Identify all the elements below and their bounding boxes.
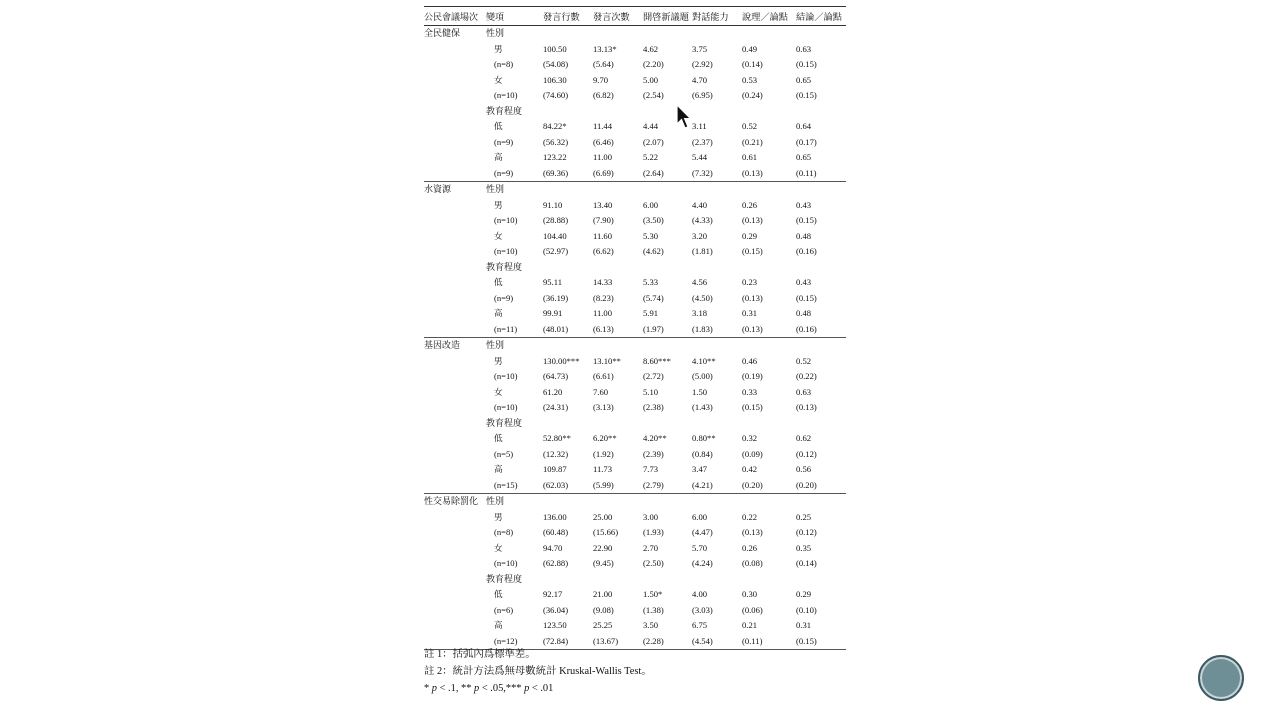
- table-cell: (5.64): [593, 59, 614, 69]
- table-cell: (72.84): [543, 635, 569, 646]
- table-row: [424, 541, 846, 557]
- table-row: [424, 322, 846, 338]
- table-cell: (0.20): [742, 479, 763, 490]
- table-cell: (0.15): [796, 635, 817, 646]
- table-cell: 0.61: [742, 152, 758, 162]
- table-cell: (0.13): [742, 215, 763, 225]
- row-label: 低: [494, 277, 503, 287]
- header-reasoning: 說理／論點: [742, 12, 788, 22]
- table-cell: (0.14): [796, 558, 817, 568]
- variable-name: 教育程度: [486, 573, 523, 584]
- row-label: 高: [494, 464, 503, 474]
- table-row: [424, 119, 846, 135]
- table-cell: 61.20: [543, 386, 563, 397]
- table-cell: 106.30: [543, 74, 567, 85]
- table-cell: (0.11): [742, 635, 763, 646]
- table-cell: (0.13): [742, 167, 763, 178]
- table-section: [424, 26, 846, 182]
- table-body: [424, 26, 846, 650]
- table-cell: 5.22: [643, 152, 659, 162]
- note-3: * p < .1, ** p < .05,*** p < .01: [424, 683, 554, 694]
- table-cell: 22.90: [593, 542, 613, 553]
- row-label: 高: [494, 152, 503, 162]
- table-cell: (0.13): [742, 292, 763, 303]
- table-cell: 0.62: [796, 433, 812, 443]
- table-cell: (1.83): [692, 323, 713, 334]
- table-cell: (2.07): [643, 136, 664, 147]
- table-row: [424, 603, 846, 619]
- table-row: [424, 88, 846, 104]
- table-cell: 123.22: [543, 152, 567, 162]
- table-cell: 0.65: [796, 152, 812, 162]
- variable-name: 性別: [486, 496, 505, 506]
- header-variable: 變項: [486, 12, 505, 22]
- table-cell: 0.23: [742, 277, 758, 287]
- table-cell: 91.10: [543, 199, 563, 210]
- table-cell: 11.00: [593, 152, 613, 162]
- table-cell: (0.15): [796, 59, 817, 69]
- table-cell: 3.00: [643, 511, 659, 522]
- header-dialogue: 對話能力: [692, 12, 729, 22]
- table-cell: (0.06): [742, 604, 763, 615]
- table-cell: (1.38): [643, 604, 664, 615]
- table-cell: 0.22: [742, 511, 758, 522]
- table-cell: 3.75: [692, 43, 708, 54]
- group-header-row: [424, 572, 846, 588]
- table-cell: (12.32): [543, 448, 569, 459]
- table-cell: 5.91: [643, 308, 659, 318]
- header-count: 發言次數: [593, 12, 630, 22]
- table-cell: (3.13): [593, 402, 614, 412]
- table-cell: 130.00***: [543, 355, 580, 366]
- table-cell: 3.50: [643, 620, 659, 630]
- floating-action-button[interactable]: [1198, 655, 1244, 701]
- table-cell: 0.64: [796, 121, 812, 131]
- mouse-pointer-icon: [676, 104, 692, 130]
- table-cell: (5.74): [643, 292, 664, 303]
- row-label: 女: [494, 74, 503, 85]
- table-cell: 0.80**: [692, 433, 716, 443]
- table-row: [424, 198, 846, 214]
- table-cell: (2.54): [643, 90, 664, 100]
- table-cell: 5.00: [643, 74, 659, 85]
- row-label: 低: [494, 589, 503, 599]
- table-row: [424, 431, 846, 447]
- table-cell: 0.46: [742, 355, 758, 366]
- row-label: 女: [494, 542, 503, 553]
- row-label: 男: [494, 511, 503, 522]
- table-row: [424, 306, 846, 322]
- table-cell: (0.21): [742, 136, 763, 147]
- table-cell: (0.15): [796, 292, 817, 303]
- table-cell: 109.87: [543, 464, 567, 474]
- table-cell: (1.93): [643, 527, 664, 537]
- table-cell: 7.73: [643, 464, 659, 474]
- table-cell: (15.66): [593, 527, 619, 537]
- table-cell: (5.00): [692, 371, 713, 381]
- table-cell: (6.46): [593, 136, 614, 147]
- table-cell: (7.90): [593, 215, 614, 225]
- table-cell: 0.63: [796, 43, 812, 54]
- table-cell: (0.13): [796, 402, 817, 412]
- table-cell: (4.33): [692, 215, 713, 225]
- row-label: 低: [494, 121, 503, 131]
- table-cell: (2.79): [643, 479, 664, 490]
- table-cell: (7.32): [692, 167, 713, 178]
- table-header-row: [424, 7, 846, 26]
- row-label: (n=15): [494, 479, 518, 490]
- variable-name: 性別: [486, 184, 505, 194]
- table-section: [424, 338, 846, 494]
- table-cell: 9.70: [593, 74, 609, 85]
- table-cell: (0.14): [742, 59, 763, 69]
- table-row: [424, 385, 846, 401]
- table-cell: (3.03): [692, 604, 713, 615]
- table-row: [424, 229, 846, 245]
- header-new-topic: 開啓新議題: [643, 12, 689, 22]
- group-header-row: [424, 338, 846, 354]
- table-cell: (1.81): [692, 246, 713, 256]
- table-cell: (52.97): [543, 246, 569, 256]
- row-label: (n=8): [494, 59, 514, 69]
- row-label: 女: [494, 230, 503, 241]
- table-cell: 4.10**: [692, 355, 716, 366]
- row-label: 女: [494, 386, 503, 397]
- table-row: [424, 57, 846, 73]
- table-cell: (54.08): [543, 59, 569, 69]
- row-label: (n=10): [494, 371, 518, 381]
- variable-name: 教育程度: [486, 417, 523, 428]
- table-row: [424, 135, 846, 151]
- table-cell: 5.44: [692, 152, 708, 162]
- table-cell: (4.47): [692, 527, 713, 537]
- table-cell: (2.39): [643, 448, 664, 459]
- table-cell: 5.70: [692, 542, 708, 553]
- row-label: 男: [494, 355, 503, 366]
- statistics-table: [424, 6, 846, 650]
- table-cell: (24.31): [543, 402, 569, 412]
- table-cell: (1.43): [692, 402, 713, 412]
- table-cell: 1.50*: [643, 589, 663, 599]
- session-name: 性交易除罰化: [424, 496, 479, 506]
- table-cell: (0.13): [742, 323, 763, 334]
- table-cell: (0.15): [742, 246, 763, 256]
- table-cell: 4.56: [692, 277, 708, 287]
- table-cell: (6.62): [593, 246, 614, 256]
- table-cell: 0.42: [742, 464, 758, 474]
- table-cell: (0.08): [742, 558, 763, 568]
- table-cell: (60.48): [543, 527, 569, 537]
- table-cell: (0.11): [796, 167, 817, 178]
- table-cell: 0.30: [742, 589, 758, 599]
- table-cell: (0.12): [796, 527, 817, 537]
- table-cell: (4.50): [692, 292, 713, 303]
- table-cell: 0.26: [742, 542, 758, 553]
- table-cell: 4.44: [643, 121, 659, 131]
- table-cell: (2.28): [643, 635, 664, 646]
- row-label: (n=10): [494, 402, 518, 412]
- table-cell: (2.72): [643, 371, 664, 381]
- table-cell: 5.33: [643, 277, 659, 287]
- table-cell: (0.24): [742, 90, 763, 100]
- table-cell: (1.97): [643, 323, 664, 334]
- session-name: 全民健保: [424, 28, 461, 38]
- table-cell: 0.48: [796, 230, 812, 241]
- table-cell: 0.29: [796, 589, 812, 599]
- row-label: (n=12): [494, 635, 518, 646]
- table-cell: (4.62): [643, 246, 664, 256]
- table-cell: 13.40: [593, 199, 613, 210]
- row-label: 高: [494, 308, 503, 318]
- table-cell: (0.20): [796, 479, 817, 490]
- table-cell: 0.32: [742, 433, 758, 443]
- table-row: [424, 354, 846, 370]
- row-label: (n=5): [494, 448, 514, 459]
- table-cell: (0.15): [796, 90, 817, 100]
- table-cell: (0.15): [742, 402, 763, 412]
- table-cell: (6.95): [692, 90, 713, 100]
- table-cell: 11.60: [593, 230, 613, 241]
- table-cell: (0.84): [692, 448, 713, 459]
- table-cell: 3.18: [692, 308, 708, 318]
- table-cell: (3.50): [643, 215, 664, 225]
- row-label: (n=9): [494, 136, 514, 147]
- table-row: [424, 150, 846, 166]
- note-1: 註 1：括弧內爲標準差。: [424, 649, 536, 660]
- table-cell: (4.21): [692, 479, 713, 490]
- table-cell: (1.92): [593, 448, 614, 459]
- variable-name: 性別: [486, 28, 505, 38]
- table-cell: (0.16): [796, 246, 817, 256]
- table-row: [424, 447, 846, 463]
- group-header-row: [424, 26, 846, 42]
- table-row: [424, 400, 846, 416]
- table-cell: 4.40: [692, 199, 708, 210]
- table-cell: (0.17): [796, 136, 817, 147]
- table-cell: 13.13*: [593, 43, 617, 54]
- table-cell: (4.54): [692, 635, 713, 646]
- table-cell: (5.99): [593, 479, 614, 490]
- table-cell: 13.10**: [593, 355, 621, 366]
- table-row: [424, 213, 846, 229]
- table-cell: 84.22*: [543, 121, 567, 131]
- table-row: [424, 291, 846, 307]
- table-cell: 4.70: [692, 74, 708, 85]
- table-cell: 0.31: [742, 308, 758, 318]
- table-cell: (36.19): [543, 292, 569, 303]
- table-cell: 21.00: [593, 589, 613, 599]
- variable-name: 性別: [486, 340, 505, 350]
- table-cell: 0.48: [796, 308, 812, 318]
- table-cell: 0.43: [796, 277, 812, 287]
- table-cell: (0.16): [796, 323, 817, 334]
- table-cell: (28.88): [543, 215, 569, 225]
- table-cell: (69.36): [543, 167, 569, 178]
- table-cell: 0.31: [796, 620, 812, 630]
- table-cell: 0.33: [742, 386, 758, 397]
- table-cell: 0.25: [796, 511, 812, 522]
- table-cell: (2.20): [643, 59, 664, 69]
- table-cell: 52.80**: [543, 433, 571, 443]
- row-label: 男: [494, 43, 503, 54]
- table-cell: 123.50: [543, 620, 567, 630]
- table-row: [424, 42, 846, 58]
- table-row: [424, 244, 846, 260]
- table-cell: 92.17: [543, 589, 563, 599]
- table-cell: (2.64): [643, 167, 664, 178]
- row-label: (n=10): [494, 90, 518, 100]
- table-cell: (4.24): [692, 558, 713, 568]
- table-cell: 7.60: [593, 386, 609, 397]
- table-cell: (62.03): [543, 479, 569, 490]
- table-cell: 0.65: [796, 74, 812, 85]
- table-cell: 0.52: [796, 355, 812, 366]
- table-cell: 3.20: [692, 230, 708, 241]
- table-cell: 6.00: [643, 199, 659, 210]
- row-label: (n=9): [494, 292, 514, 303]
- table-cell: 8.60***: [643, 355, 671, 366]
- header-conclusion: 結論／論點: [796, 12, 842, 22]
- table-cell: 136.00: [543, 511, 567, 522]
- table-row: [424, 525, 846, 541]
- table-cell: 0.43: [796, 199, 812, 210]
- table-row: [424, 462, 846, 478]
- table-cell: 2.70: [643, 542, 659, 553]
- table-cell: 6.20**: [593, 433, 617, 443]
- row-label: (n=6): [494, 604, 514, 615]
- table-cell: (64.73): [543, 371, 569, 381]
- table-cell: 0.29: [742, 230, 758, 241]
- table-cell: 0.21: [742, 620, 758, 630]
- table-cell: 0.56: [796, 464, 812, 474]
- table-cell: (9.08): [593, 604, 614, 615]
- table-cell: 25.25: [593, 620, 613, 630]
- row-label: (n=11): [494, 323, 518, 334]
- group-header-row: [424, 104, 846, 120]
- table-row: [424, 618, 846, 634]
- table-cell: 104.40: [543, 230, 567, 241]
- variable-name: 教育程度: [486, 105, 523, 116]
- table-notes: [424, 646, 652, 697]
- session-name: 基因改造: [424, 340, 461, 350]
- table-cell: (36.04): [543, 604, 569, 615]
- table-cell: 5.30: [643, 230, 659, 241]
- table-cell: (0.10): [796, 604, 817, 615]
- table-cell: 0.26: [742, 199, 758, 210]
- table-cell: 0.49: [742, 43, 758, 54]
- row-label: (n=8): [494, 527, 514, 537]
- table-cell: (6.13): [593, 323, 614, 334]
- table-cell: 4.00: [692, 589, 708, 599]
- table-cell: 100.50: [543, 43, 567, 54]
- row-label: 高: [494, 620, 503, 630]
- table-cell: 11.44: [593, 121, 613, 131]
- table-cell: 25.00: [593, 511, 613, 522]
- table-cell: 4.20**: [643, 433, 667, 443]
- table-cell: 11.73: [593, 464, 613, 474]
- table-cell: 11.00: [593, 308, 613, 318]
- table-cell: (9.45): [593, 558, 614, 568]
- row-label: (n=10): [494, 558, 518, 568]
- table-cell: 6.00: [692, 511, 708, 522]
- row-label: 男: [494, 199, 503, 210]
- table-row: [424, 166, 846, 182]
- table-cell: (6.69): [593, 167, 614, 178]
- table-cell: 0.52: [742, 121, 758, 131]
- table-row: [424, 478, 846, 494]
- table-row: [424, 73, 846, 89]
- table-row: [424, 369, 846, 385]
- table-cell: (0.19): [742, 371, 763, 381]
- session-name: 水資源: [424, 184, 452, 194]
- table-section: [424, 494, 846, 650]
- table-cell: 5.10: [643, 386, 659, 397]
- table-cell: 14.33: [593, 277, 613, 287]
- table-row: [424, 587, 846, 603]
- table-cell: (6.61): [593, 371, 614, 381]
- table-cell: (2.50): [643, 558, 664, 568]
- table-cell: (74.60): [543, 90, 569, 100]
- table-cell: 94.70: [543, 542, 563, 553]
- table-cell: (6.82): [593, 90, 614, 100]
- group-header-row: [424, 182, 846, 198]
- table-cell: (2.38): [643, 402, 664, 412]
- row-label: (n=9): [494, 167, 514, 178]
- group-header-row: [424, 494, 846, 510]
- table-cell: (56.32): [543, 136, 569, 147]
- table-cell: (0.09): [742, 448, 763, 459]
- table-cell: (0.13): [742, 527, 763, 537]
- table-cell: 4.62: [643, 43, 659, 54]
- table-cell: 95.11: [543, 277, 563, 287]
- table-cell: (62.88): [543, 558, 569, 568]
- table-cell: (0.22): [796, 371, 817, 381]
- table-row: [424, 510, 846, 526]
- table-cell: (0.12): [796, 448, 817, 459]
- group-header-row: [424, 260, 846, 276]
- row-label: (n=10): [494, 246, 518, 256]
- table-cell: 6.75: [692, 620, 708, 630]
- table-cell: 0.35: [796, 542, 812, 553]
- group-header-row: [424, 416, 846, 432]
- table-cell: (2.92): [692, 59, 713, 69]
- variable-name: 教育程度: [486, 261, 523, 272]
- table-cell: 0.63: [796, 386, 812, 397]
- table-cell: (2.37): [692, 136, 713, 147]
- table-cell: 0.53: [742, 74, 758, 85]
- header-session: 公民會議場次: [424, 12, 479, 22]
- table-row: [424, 275, 846, 291]
- row-label: 低: [494, 433, 503, 443]
- table-cell: 1.50: [692, 386, 708, 397]
- table-cell: 99.91: [543, 308, 563, 318]
- note-2: 註 2：統計方法爲無母數統計 Kruskal-Wallis Test。: [424, 666, 652, 677]
- table-cell: 3.47: [692, 464, 708, 474]
- table-cell: (0.15): [796, 215, 817, 225]
- table-cell: (48.01): [543, 323, 569, 334]
- table-cell: (8.23): [593, 292, 614, 303]
- table-section: [424, 182, 846, 338]
- header-lines: 發言行數: [543, 12, 580, 22]
- row-label: (n=10): [494, 215, 518, 225]
- table-cell: 3.11: [692, 121, 707, 131]
- table-row: [424, 556, 846, 572]
- table-cell: (13.67): [593, 635, 619, 646]
